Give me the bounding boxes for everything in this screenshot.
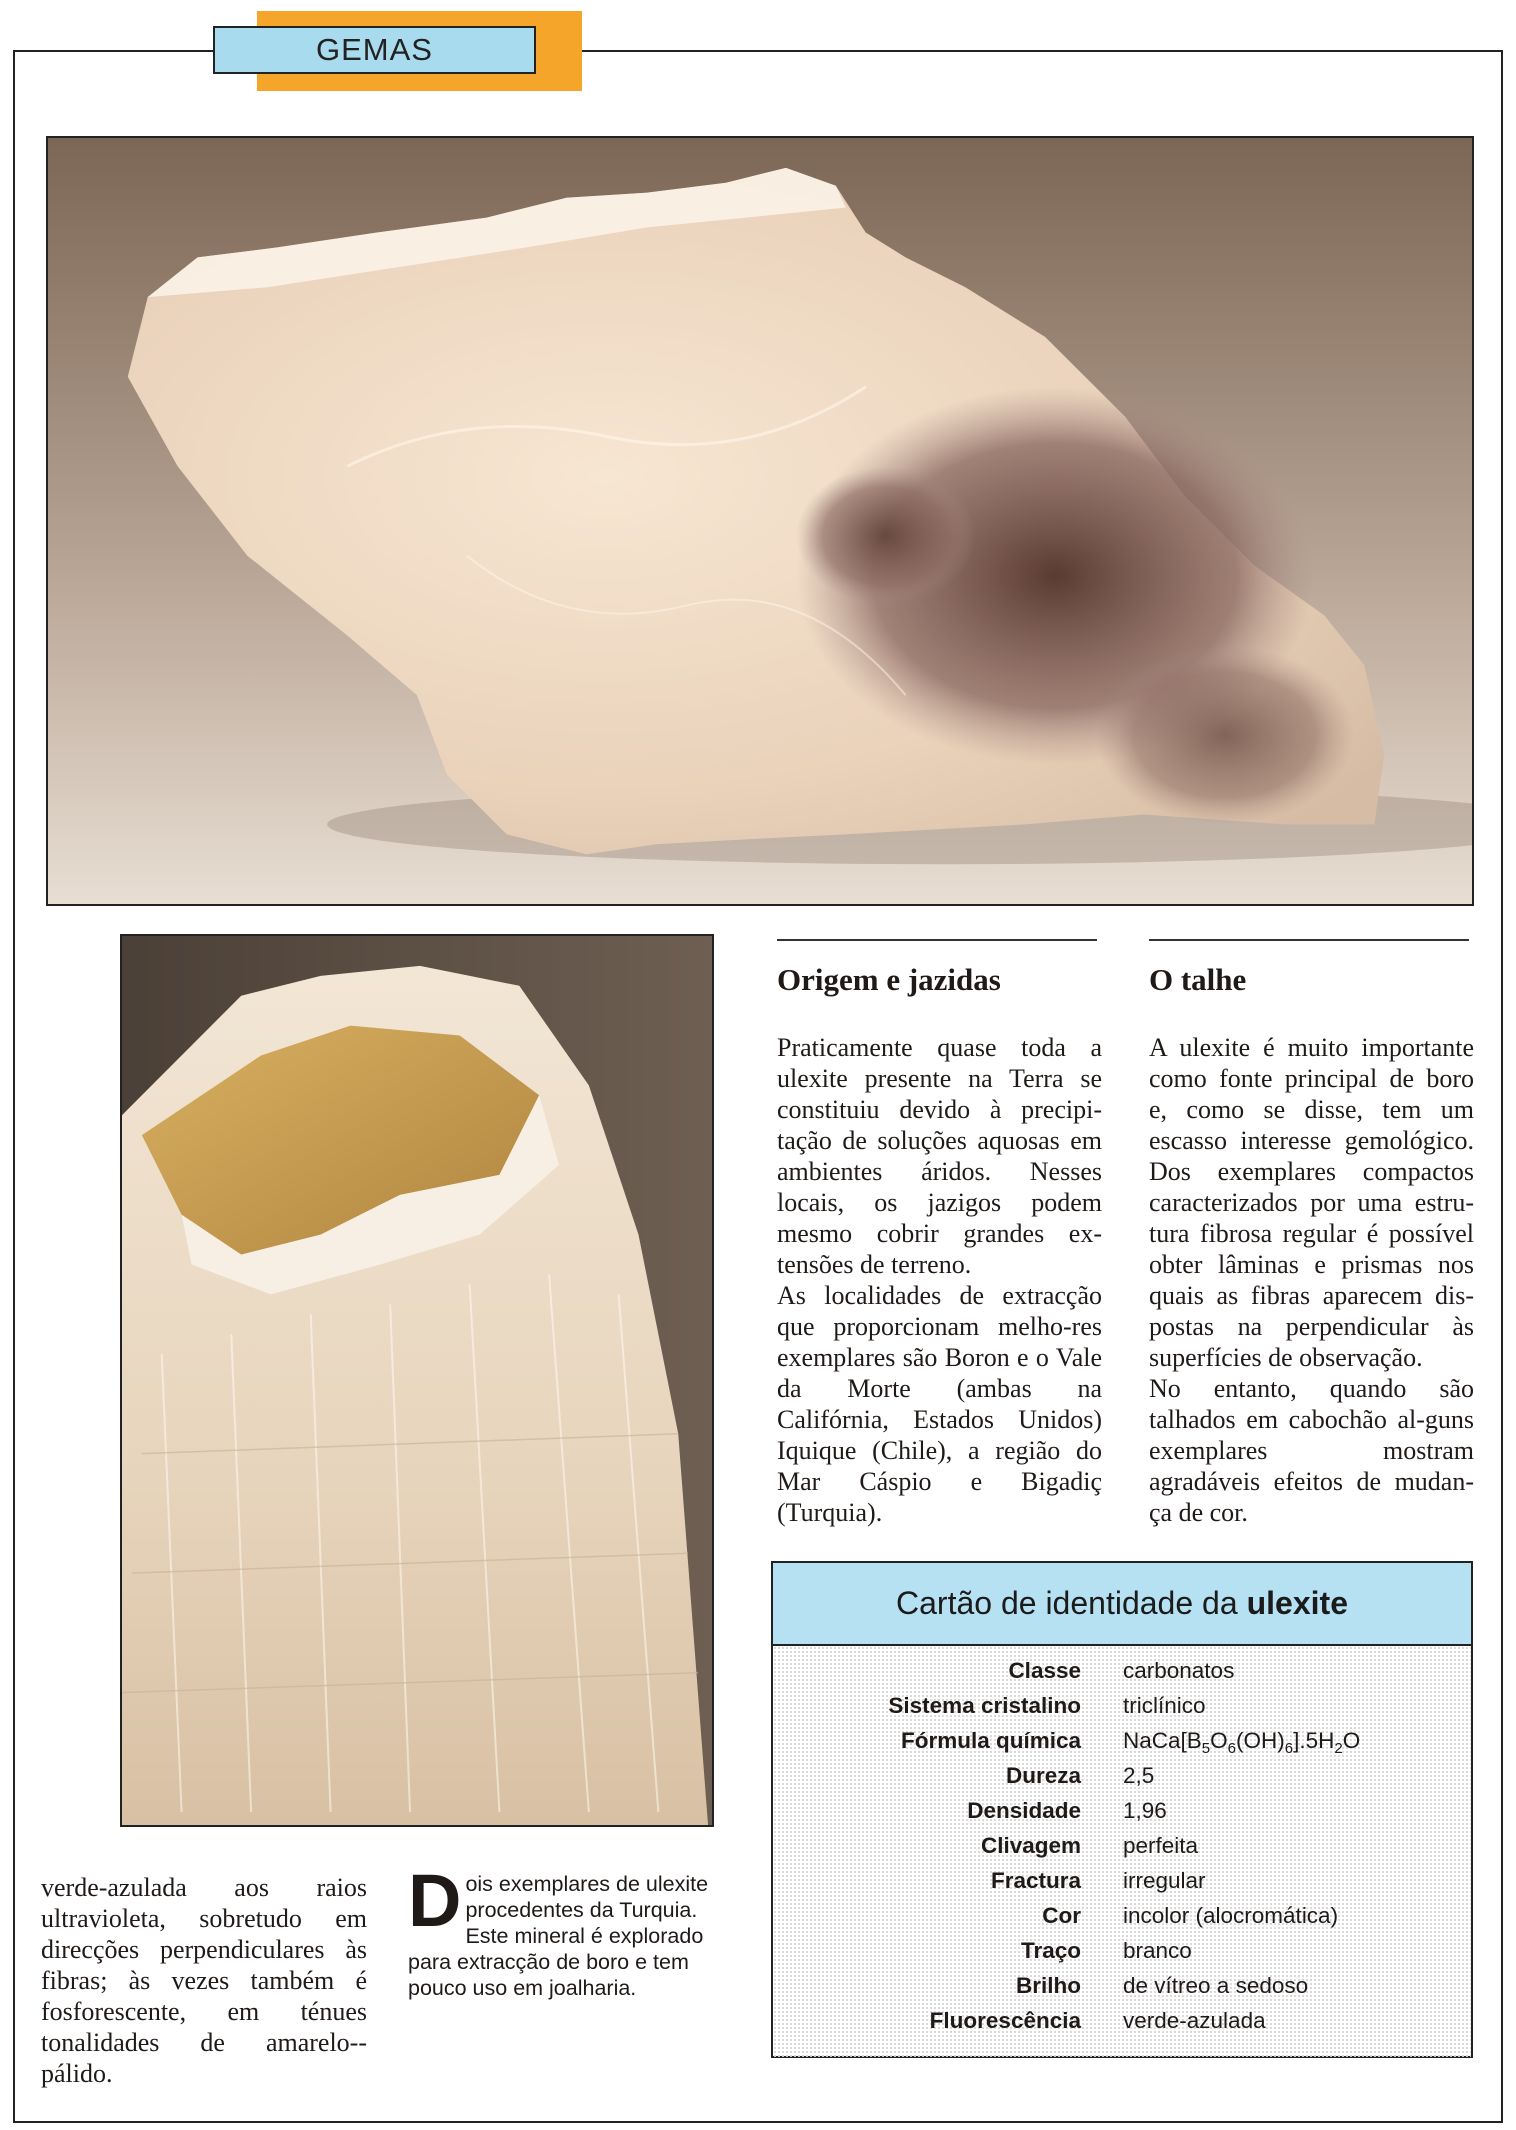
card-value: 2,5 [1123, 1763, 1155, 1788]
identity-card-title [773, 1563, 1471, 1646]
identity-card [771, 1561, 1473, 2058]
paragraph-origem-2: As localidades de extracção que proporcionam melho-res exemplares são Boron e o Vale da Morte (ambas na Califórnia, Estados Unidos) Iquique (Chile), a região do Mar Cáspio e Bigadiç (Turquia). [777, 1281, 1102, 1527]
card-value: incolor (alocromática) [1123, 1903, 1339, 1928]
card-value: carbonatos [1123, 1658, 1235, 1683]
card-value: branco [1123, 1938, 1192, 1963]
card-label: Fluorescência [929, 2008, 1081, 2033]
paragraph-talhe-2: No entanto, quando são talhados em cabochão al-guns exemplares mostram agradáveis efeitos de mudan-ça de cor. [1149, 1374, 1474, 1527]
photo-caption [408, 1859, 724, 2001]
card-row [773, 1798, 1471, 1833]
card-label: Classe [1008, 1658, 1081, 1683]
card-label: Sistema cristalino [888, 1693, 1081, 1718]
card-row [773, 2008, 1471, 2043]
card-label: Densidade [967, 1798, 1081, 1823]
card-value: perfeita [1123, 1833, 1199, 1858]
card-label: Clivagem [980, 1833, 1081, 1858]
card-value: 1,96 [1123, 1798, 1167, 1823]
card-row [773, 1693, 1471, 1728]
card-row [773, 1973, 1471, 2008]
card-row [773, 1728, 1471, 1763]
text-origem [777, 1032, 1102, 1528]
card-value: verde-azulada [1123, 2008, 1266, 2033]
photo-ulexite-slab [46, 136, 1474, 906]
paragraph-origem-1: Praticamente quase toda a ulexite presente na Terra se constituiu devido à precipi-tação de soluções aquosas em ambientes áridos. Nesses locais, os jazigos podem mesmo cobrir grandes ex-tensões de terreno. [777, 1033, 1102, 1279]
text-talhe [1149, 1032, 1474, 1528]
column-rule-talhe [1149, 939, 1469, 941]
card-row [773, 1833, 1471, 1868]
card-value: de vítreo a sedoso [1123, 1973, 1309, 1998]
card-row [773, 1658, 1471, 1693]
card-value-formula: $NaCa[B_5O_6(OH)_6].5H_2O$ [1123, 1728, 1361, 1757]
photo-ulexite-fibrous [120, 934, 714, 1827]
card-row [773, 1903, 1471, 1938]
card-row [773, 1868, 1471, 1903]
card-value: triclínico [1123, 1693, 1206, 1718]
identity-card-title-mineral: ulexite [1246, 1585, 1348, 1621]
card-label: Brilho [1016, 1973, 1081, 1998]
column-rule-origem [777, 939, 1097, 941]
caption-drop-cap: D [408, 1859, 462, 1942]
caption-text: ois exemplares de ulexite procedentes da Turquia. Este mineral é explorado para extracção de boro e tem pouco uso em joalharia. [408, 1872, 709, 2000]
section-tab: GEMAS [213, 26, 536, 74]
continued-text: verde-azulada aos raios ultravioleta, sobretudo em direcções perpendiculares às fibras; às vezes também é fosforescente, em ténues tonalidades de amarelo--pálido. [41, 1873, 367, 2088]
heading-talhe: O talhe [1149, 962, 1247, 997]
card-row [773, 1763, 1471, 1798]
identity-card-table [773, 1646, 1471, 2058]
card-label: Cor [1042, 1903, 1081, 1928]
card-row [773, 1938, 1471, 1973]
card-label: Traço [1020, 1938, 1081, 1963]
card-label: Fractura [990, 1868, 1081, 1893]
heading-origem: Origem e jazidas [777, 962, 1001, 997]
card-label: Fórmula química [900, 1728, 1081, 1753]
card-label: Dureza [1005, 1763, 1081, 1788]
card-value: irregular [1123, 1868, 1206, 1893]
paragraph-talhe-1: A ulexite é muito importante como fonte principal de boro e, como se disse, tem um escasso interesse gemológico. Dos exemplares compactos caracterizados por uma estru-tura fibrosa regular é possível obter lâminas e prismas nos quais as fibras aparecem dis-postas na perpendicular às superfícies de observação. [1149, 1033, 1474, 1372]
identity-card-title-prefix: Cartão de identidade da [896, 1585, 1238, 1621]
